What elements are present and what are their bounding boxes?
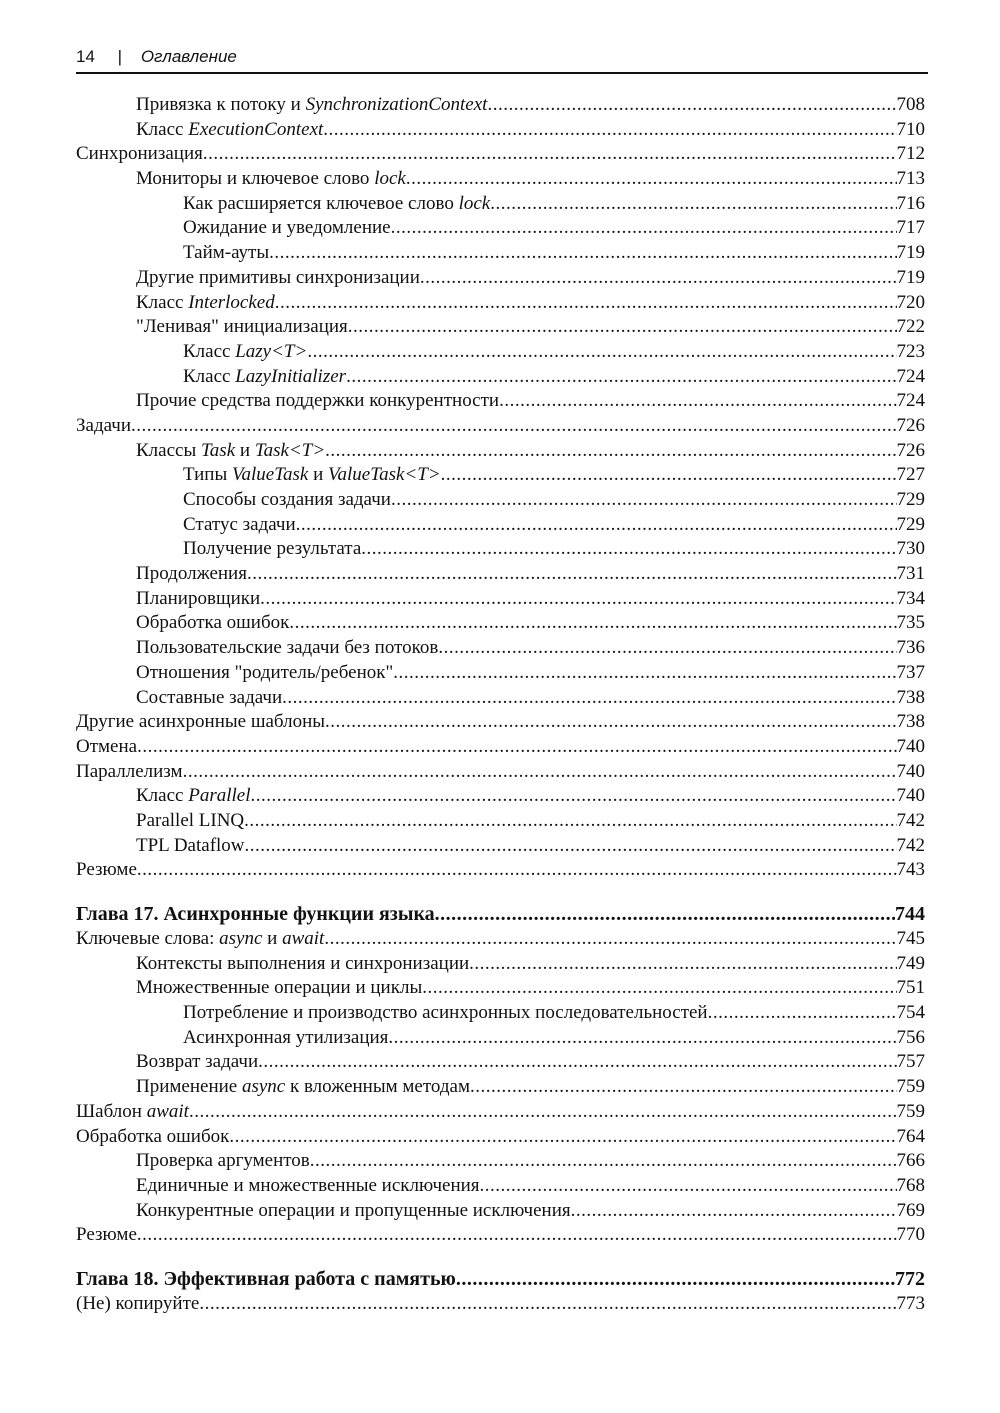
toc-entry[interactable] bbox=[76, 611, 925, 636]
toc-entry-text: Шаблон bbox=[76, 1100, 147, 1122]
toc-entry-text: Проверка аргументов bbox=[136, 1150, 310, 1172]
toc-entry[interactable] bbox=[76, 686, 925, 711]
toc-entry[interactable] bbox=[76, 1050, 925, 1075]
dot-leader bbox=[325, 710, 896, 735]
toc-entry-text: Обработка ошибок bbox=[76, 1125, 230, 1147]
toc-page-number: 766 bbox=[896, 1150, 925, 1172]
toc-page-number: 759 bbox=[896, 1076, 925, 1098]
toc-page-number: 743 bbox=[896, 859, 925, 881]
toc-entry-title bbox=[136, 976, 422, 1001]
toc-entry[interactable] bbox=[76, 93, 925, 118]
toc-entry-text: Синхронизация bbox=[76, 143, 203, 165]
toc-page-number: 735 bbox=[896, 612, 925, 634]
toc-entry-title bbox=[183, 513, 296, 538]
toc-page-number: 754 bbox=[896, 1002, 925, 1024]
toc-entry-code-term: Interlocked bbox=[188, 291, 275, 313]
toc-entry-title bbox=[136, 562, 247, 587]
toc-entry-title bbox=[136, 611, 289, 636]
toc-entry-text: и bbox=[308, 464, 329, 486]
dot-leader bbox=[393, 661, 896, 686]
toc-entry-title bbox=[136, 266, 420, 291]
dot-leader bbox=[441, 463, 897, 488]
toc-entry-text: (Не) копируйте bbox=[76, 1292, 200, 1314]
toc-entry-title bbox=[76, 858, 137, 883]
toc-entry-title bbox=[183, 365, 346, 390]
toc-entry-text: Ключевые слова: bbox=[76, 928, 220, 949]
dot-leader bbox=[199, 1292, 896, 1317]
running-title: Оглавление bbox=[140, 47, 237, 66]
toc-entry[interactable] bbox=[76, 192, 925, 217]
toc-entry[interactable] bbox=[76, 1223, 925, 1248]
toc-page-number: 769 bbox=[896, 1199, 925, 1221]
toc-entry-code-term: ValueTask bbox=[231, 464, 309, 486]
toc-entry-text: Конкурентные операции и пропущенные исключения bbox=[136, 1199, 571, 1221]
toc-page-number: 727 bbox=[896, 464, 925, 486]
toc-entry[interactable] bbox=[76, 340, 925, 365]
dot-leader bbox=[499, 389, 896, 414]
dot-leader bbox=[487, 93, 896, 118]
toc-entry-title bbox=[136, 118, 323, 143]
toc-entry[interactable] bbox=[76, 463, 925, 488]
toc-entry[interactable] bbox=[76, 1125, 925, 1150]
toc-entry-title bbox=[136, 661, 393, 686]
toc-entry-text: Класс bbox=[136, 118, 189, 140]
toc-page-number: 708 bbox=[896, 94, 925, 115]
toc-entry-text: Класс bbox=[183, 365, 236, 387]
toc-entry[interactable] bbox=[76, 513, 925, 538]
dot-leader bbox=[189, 1100, 897, 1125]
toc-page-number: 770 bbox=[896, 1224, 925, 1246]
toc-entry-text: Контексты выполнения и синхронизации bbox=[136, 952, 470, 974]
toc-entry-text: Резюме bbox=[76, 859, 137, 881]
toc-entry-title bbox=[136, 784, 251, 809]
toc-page-number: 734 bbox=[896, 587, 925, 609]
toc-page-number: 742 bbox=[896, 809, 925, 831]
toc-entry-code-term: ExecutionContext bbox=[188, 118, 324, 140]
toc-entry[interactable] bbox=[76, 1001, 925, 1026]
toc-entry-text: Тайм-ауты bbox=[183, 242, 270, 264]
toc-entry-text: Применение bbox=[136, 1076, 242, 1098]
dot-leader bbox=[203, 142, 897, 167]
toc-entry[interactable] bbox=[76, 636, 925, 661]
toc-page-number: 749 bbox=[896, 952, 925, 974]
dot-leader bbox=[348, 315, 897, 340]
dot-leader bbox=[420, 266, 897, 291]
toc-entry-title bbox=[183, 241, 269, 266]
toc-entry-code-term: await bbox=[146, 1100, 189, 1122]
toc-entry-text: и bbox=[262, 928, 283, 949]
dot-leader bbox=[251, 784, 897, 809]
toc-entry[interactable] bbox=[76, 537, 925, 562]
dot-leader bbox=[388, 1026, 896, 1051]
table-of-contents bbox=[76, 93, 925, 1317]
toc-entry-text: Глава 17. Асинхронные функции языка bbox=[76, 903, 435, 925]
toc-entry-title bbox=[183, 463, 441, 488]
toc-entry[interactable] bbox=[76, 562, 925, 587]
toc-page-number: 738 bbox=[896, 686, 925, 708]
toc-entry[interactable] bbox=[76, 661, 925, 686]
toc-entry-title bbox=[136, 1050, 258, 1075]
toc-entry[interactable] bbox=[76, 266, 925, 291]
toc-entry-text: Возврат задачи bbox=[136, 1051, 259, 1073]
dot-leader bbox=[289, 611, 896, 636]
toc-entry-title bbox=[183, 192, 490, 217]
toc-page-number: 751 bbox=[896, 977, 925, 999]
toc-page-number: 716 bbox=[896, 192, 925, 214]
toc-entry-title bbox=[136, 439, 325, 464]
toc-page-number: 740 bbox=[896, 735, 925, 757]
toc-chapter-entry[interactable] bbox=[76, 902, 925, 927]
toc-entry-title bbox=[136, 636, 438, 661]
toc-entry-text: Множественные операции и циклы bbox=[136, 977, 423, 999]
toc-page-number: 712 bbox=[896, 143, 925, 165]
dot-leader bbox=[258, 1050, 896, 1075]
toc-entry-title bbox=[183, 1001, 708, 1026]
toc-entry-text: Другие асинхронные шаблоны bbox=[76, 711, 326, 733]
toc-entry-text: TPL Dataflow bbox=[136, 834, 245, 856]
toc-entry-text: Планировщики bbox=[136, 587, 261, 609]
toc-page-number: 724 bbox=[896, 365, 925, 387]
toc-page-number: 726 bbox=[896, 439, 925, 461]
toc-page-number: 737 bbox=[896, 661, 925, 683]
toc-entry[interactable] bbox=[76, 1149, 925, 1174]
toc-entry[interactable] bbox=[76, 587, 925, 612]
toc-page-number: 719 bbox=[896, 266, 925, 288]
dot-leader bbox=[438, 636, 896, 661]
dot-leader bbox=[708, 1001, 897, 1026]
dot-leader bbox=[480, 1174, 897, 1199]
toc-entry-text: Статус задачи bbox=[183, 513, 296, 535]
toc-page-number: 773 bbox=[896, 1292, 925, 1314]
toc-entry[interactable] bbox=[76, 710, 925, 735]
toc-entry-text: Типы bbox=[183, 464, 232, 486]
toc-entry[interactable] bbox=[76, 414, 925, 439]
page-header bbox=[76, 44, 928, 74]
toc-entry[interactable] bbox=[76, 142, 925, 167]
toc-entry-title bbox=[76, 710, 325, 735]
toc-entry-text: Обработка ошибок bbox=[136, 612, 290, 634]
toc-entry-text: Класс bbox=[136, 785, 189, 807]
toc-entry-title bbox=[76, 1125, 229, 1150]
toc-entry-text: Задачи bbox=[76, 414, 132, 436]
toc-entry-text: Пользовательские задачи без потоков bbox=[136, 637, 439, 659]
toc-entry-text: "Ленивая" инициализация bbox=[136, 316, 348, 338]
toc-entry[interactable] bbox=[76, 488, 925, 513]
toc-entry[interactable] bbox=[76, 216, 925, 241]
toc-entry-code-term: lock bbox=[374, 168, 406, 190]
toc-page-number: 738 bbox=[896, 711, 925, 733]
dot-leader bbox=[245, 834, 897, 859]
toc-page-number: 768 bbox=[896, 1174, 925, 1196]
toc-page-number: 729 bbox=[896, 489, 925, 510]
toc-entry[interactable] bbox=[76, 315, 925, 340]
toc-entry-text: Класс bbox=[183, 340, 236, 362]
toc-entry[interactable] bbox=[76, 365, 925, 390]
toc-entry-title bbox=[76, 414, 131, 439]
toc-entry-title bbox=[76, 1100, 189, 1125]
toc-entry-title bbox=[76, 902, 435, 927]
toc-entry-text: Составные задачи bbox=[136, 686, 283, 708]
dot-leader bbox=[247, 562, 897, 587]
toc-entry-title bbox=[76, 142, 203, 167]
toc-entry-text: Асинхронная утилизация bbox=[183, 1026, 389, 1048]
dot-leader bbox=[324, 927, 896, 952]
toc-entry-text: Классы bbox=[136, 439, 201, 461]
toc-page-number: 713 bbox=[896, 168, 925, 190]
dot-leader bbox=[469, 952, 896, 977]
toc-entry-code-term: LazyInitializer bbox=[235, 365, 347, 387]
dot-leader bbox=[269, 241, 896, 266]
toc-page-number: 720 bbox=[896, 291, 925, 313]
dot-leader bbox=[361, 537, 896, 562]
toc-entry-title bbox=[136, 587, 260, 612]
toc-page-number: 764 bbox=[896, 1125, 925, 1147]
toc-entry-text: Класс bbox=[136, 291, 189, 313]
dot-leader bbox=[310, 1149, 897, 1174]
dot-leader bbox=[323, 118, 896, 143]
dot-leader bbox=[260, 587, 896, 612]
toc-entry-title bbox=[183, 340, 307, 365]
dot-leader bbox=[137, 1223, 897, 1248]
toc-page-number: 717 bbox=[896, 217, 925, 239]
toc-entry[interactable] bbox=[76, 1100, 925, 1125]
toc-entry-code-term: SynchronizationContext bbox=[305, 94, 488, 115]
toc-entry-text: Получение результата bbox=[183, 538, 362, 560]
toc-page-number: 757 bbox=[896, 1051, 925, 1073]
toc-entry-title bbox=[136, 686, 282, 711]
dot-leader bbox=[325, 439, 896, 464]
dot-leader bbox=[391, 488, 897, 513]
toc-entry-title bbox=[76, 1267, 456, 1292]
toc-entry-title bbox=[136, 291, 275, 316]
toc-entry-code-term: await bbox=[282, 928, 325, 949]
dot-leader bbox=[296, 513, 897, 538]
dot-leader bbox=[275, 291, 897, 316]
toc-page-number: 736 bbox=[896, 637, 925, 659]
toc-entry-title bbox=[136, 809, 244, 834]
toc-entry-title bbox=[136, 93, 487, 118]
toc-page-number: 745 bbox=[896, 928, 925, 949]
dot-leader bbox=[571, 1199, 897, 1224]
toc-entry[interactable] bbox=[76, 834, 925, 859]
dot-leader bbox=[282, 686, 896, 711]
toc-entry-code-term: async bbox=[241, 1076, 286, 1098]
toc-entry[interactable] bbox=[76, 760, 925, 785]
toc-page-number: 724 bbox=[896, 390, 925, 412]
toc-entry-title bbox=[136, 1149, 310, 1174]
toc-entry-title bbox=[136, 1075, 470, 1100]
toc-page-number: 740 bbox=[896, 760, 925, 782]
dot-leader bbox=[244, 809, 896, 834]
toc-entry-title bbox=[136, 315, 348, 340]
dot-leader bbox=[422, 976, 896, 1001]
dot-leader bbox=[307, 340, 896, 365]
toc-entry-code-term: async bbox=[219, 928, 263, 949]
toc-entry[interactable] bbox=[76, 241, 925, 266]
toc-entry-code-term: ValueTask<T> bbox=[328, 464, 441, 486]
toc-entry[interactable] bbox=[76, 952, 925, 977]
toc-page-number: 759 bbox=[896, 1100, 925, 1122]
toc-page-number: 731 bbox=[896, 563, 925, 585]
toc-entry-text: Параллелизм bbox=[76, 760, 183, 782]
toc-page-number: 722 bbox=[896, 316, 925, 338]
toc-entry[interactable] bbox=[76, 976, 925, 1001]
toc-entry[interactable] bbox=[76, 1075, 925, 1100]
toc-page-number: 740 bbox=[896, 785, 925, 807]
dot-leader bbox=[183, 760, 897, 785]
toc-entry-text: Продолжения bbox=[136, 563, 247, 585]
toc-entry-title bbox=[76, 735, 137, 760]
dot-leader bbox=[137, 735, 896, 760]
toc-page-number: 744 bbox=[895, 903, 925, 925]
toc-entry-text: Как расширяется ключевое слово bbox=[183, 192, 459, 214]
dot-leader bbox=[406, 167, 897, 192]
toc-entry[interactable] bbox=[76, 1174, 925, 1199]
toc-entry[interactable] bbox=[76, 927, 925, 952]
toc-entry-text: Глава 18. Эффективная работа с памятью bbox=[76, 1267, 456, 1290]
toc-entry-text: Отмена bbox=[76, 735, 138, 757]
toc-entry-title bbox=[183, 488, 391, 513]
toc-entry-text: Мониторы и ключевое слово bbox=[136, 168, 375, 190]
toc-entry-text: Привязка к потоку и bbox=[136, 94, 306, 115]
toc-chapter-entry[interactable] bbox=[76, 1267, 925, 1292]
toc-entry-code-term: Task<T> bbox=[254, 439, 326, 461]
dot-leader bbox=[435, 902, 895, 927]
toc-entry-title bbox=[76, 1223, 137, 1248]
toc-entry-text: Единичные и множественные исключения bbox=[136, 1174, 480, 1196]
toc-page-number: 742 bbox=[896, 834, 925, 856]
toc-entry-text: Другие примитивы синхронизации bbox=[136, 266, 420, 288]
dot-leader bbox=[229, 1125, 896, 1150]
dot-leader bbox=[346, 365, 896, 390]
toc-entry[interactable] bbox=[76, 735, 925, 760]
page-number: 14 bbox=[76, 47, 95, 66]
toc-entry-title bbox=[136, 389, 499, 414]
toc-entry[interactable] bbox=[76, 291, 925, 316]
toc-entry-title bbox=[136, 167, 406, 192]
dot-leader bbox=[470, 1075, 897, 1100]
toc-entry-title bbox=[183, 216, 391, 241]
toc-page-number: 723 bbox=[896, 340, 925, 362]
toc-page-number: 729 bbox=[896, 513, 925, 535]
toc-entry[interactable] bbox=[76, 1026, 925, 1051]
toc-entry-code-term: lock bbox=[458, 192, 491, 214]
header-separator: | bbox=[117, 47, 123, 66]
toc-entry-code-term: Parallel bbox=[188, 785, 251, 807]
toc-entry-title bbox=[183, 537, 361, 562]
toc-entry[interactable] bbox=[76, 167, 925, 192]
dot-leader bbox=[456, 1267, 895, 1292]
toc-entry[interactable] bbox=[76, 1199, 925, 1224]
toc-entry[interactable] bbox=[76, 439, 925, 464]
toc-entry[interactable] bbox=[76, 389, 925, 414]
toc-page-number: 730 bbox=[896, 538, 925, 560]
toc-page-number: 726 bbox=[896, 414, 925, 436]
toc-entry[interactable] bbox=[76, 858, 925, 883]
dot-leader bbox=[137, 858, 897, 883]
toc-entry[interactable] bbox=[76, 809, 925, 834]
dot-leader bbox=[391, 216, 897, 241]
toc-entry-title bbox=[136, 1199, 571, 1224]
toc-page-number: 719 bbox=[896, 242, 925, 264]
toc-entry-title bbox=[183, 1026, 388, 1051]
toc-page-number: 710 bbox=[896, 118, 925, 140]
toc-entry-code-term: Task bbox=[200, 439, 236, 461]
toc-entry-text: к вложенным методам bbox=[285, 1076, 470, 1098]
toc-entry-title bbox=[136, 834, 245, 859]
toc-entry-text: Потребление и производство асинхронных последовательностей bbox=[183, 1002, 708, 1024]
toc-entry-text: Способы создания задачи bbox=[183, 489, 391, 510]
toc-entry-text: Резюме bbox=[76, 1224, 137, 1246]
toc-page-number: 756 bbox=[896, 1026, 925, 1048]
dot-leader bbox=[490, 192, 896, 217]
toc-entry-title bbox=[76, 760, 183, 785]
toc-entry-text: Прочие средства поддержки конкурентности bbox=[136, 390, 500, 412]
toc-entry-title bbox=[136, 952, 469, 977]
toc-entry-text: Отношения "родитель/ребенок" bbox=[136, 661, 394, 683]
toc-entry-text: Ожидание и уведомление bbox=[183, 217, 391, 239]
toc-entry-title bbox=[76, 927, 324, 952]
dot-leader bbox=[131, 414, 896, 439]
toc-entry[interactable] bbox=[76, 118, 925, 143]
toc-entry-text: и bbox=[235, 439, 255, 461]
toc-entry-title bbox=[76, 1292, 199, 1317]
toc-entry-text: Parallel LINQ bbox=[136, 809, 245, 831]
toc-entry[interactable] bbox=[76, 1292, 925, 1317]
toc-page-number: 772 bbox=[895, 1267, 925, 1290]
toc-entry[interactable] bbox=[76, 784, 925, 809]
toc-entry-title bbox=[136, 1174, 480, 1199]
toc-entry-code-term: Lazy<T> bbox=[235, 340, 308, 362]
